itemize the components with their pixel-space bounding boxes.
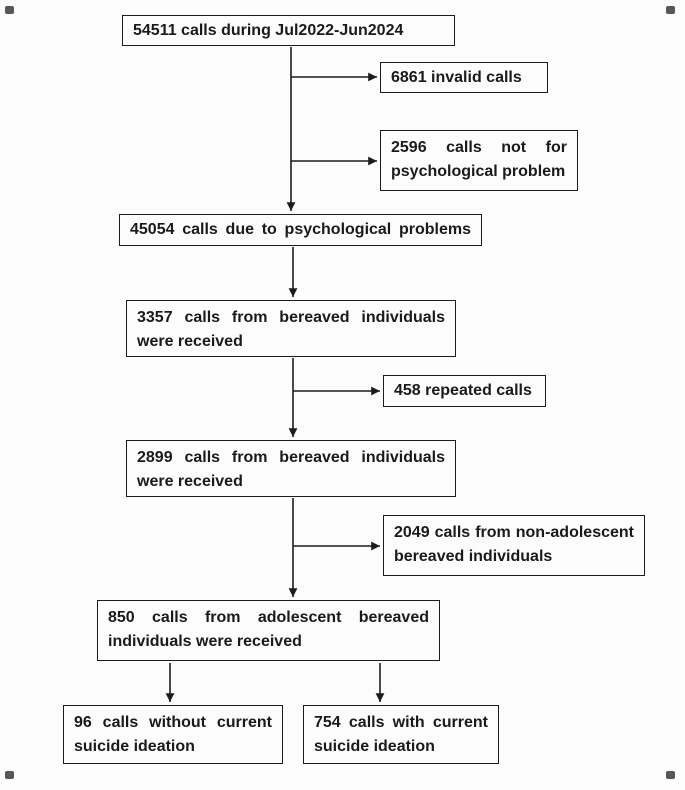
box-bereaved-3357-line1: 3357 calls from bereaved individuals xyxy=(137,309,445,326)
box-invalid-calls-line1: 6861 invalid calls xyxy=(391,69,522,86)
box-with-suicide-ideation-line2: suicide ideation xyxy=(314,738,435,755)
box-with-suicide-ideation-line1: 754 calls with current xyxy=(314,714,488,731)
box-total-calls-line1: 54511 calls during Jul2022-Jun2024 xyxy=(133,22,404,39)
box-repeated-calls xyxy=(383,375,546,407)
box-bereaved-2899-line1: 2899 calls from bereaved individuals xyxy=(137,449,445,466)
scan-corner-mark-top-left xyxy=(5,6,14,14)
box-adolescent-850-line2: individuals were received xyxy=(108,633,302,650)
scan-corner-mark-bottom-right xyxy=(666,771,675,779)
box-total-calls xyxy=(122,15,455,46)
box-non-adolescent xyxy=(383,515,645,576)
box-psychological-calls-line1: 45054 calls due to psychological problems xyxy=(130,221,471,238)
box-without-suicide-ideation-line1: 96 calls without current xyxy=(74,714,272,731)
box-non-adolescent-line1: 2049 calls from non-adolescent xyxy=(394,524,634,541)
box-bereaved-2899-line2: were received xyxy=(137,473,243,490)
scan-corner-mark-bottom-left xyxy=(5,771,14,779)
box-not-psychological-line2: psychological problem xyxy=(391,163,566,180)
box-repeated-calls-line1: 458 repeated calls xyxy=(394,382,532,399)
box-without-suicide-ideation xyxy=(63,705,283,764)
box-adolescent-850-line1: 850 calls from adolescent bereaved xyxy=(108,609,429,626)
box-not-psychological-line1: 2596 calls not for xyxy=(391,139,567,156)
box-bereaved-3357-line2: were received xyxy=(137,333,243,350)
box-invalid-calls xyxy=(380,62,548,93)
box-psychological-calls xyxy=(119,214,482,246)
box-adolescent-850 xyxy=(97,600,440,661)
box-not-psychological xyxy=(380,130,578,191)
box-non-adolescent-line2: bereaved individuals xyxy=(394,548,553,565)
box-bereaved-2899 xyxy=(126,440,456,497)
box-without-suicide-ideation-line2: suicide ideation xyxy=(74,738,195,755)
box-with-suicide-ideation xyxy=(303,705,499,764)
box-bereaved-3357 xyxy=(126,300,456,357)
scan-corner-mark-top-right xyxy=(666,6,675,14)
